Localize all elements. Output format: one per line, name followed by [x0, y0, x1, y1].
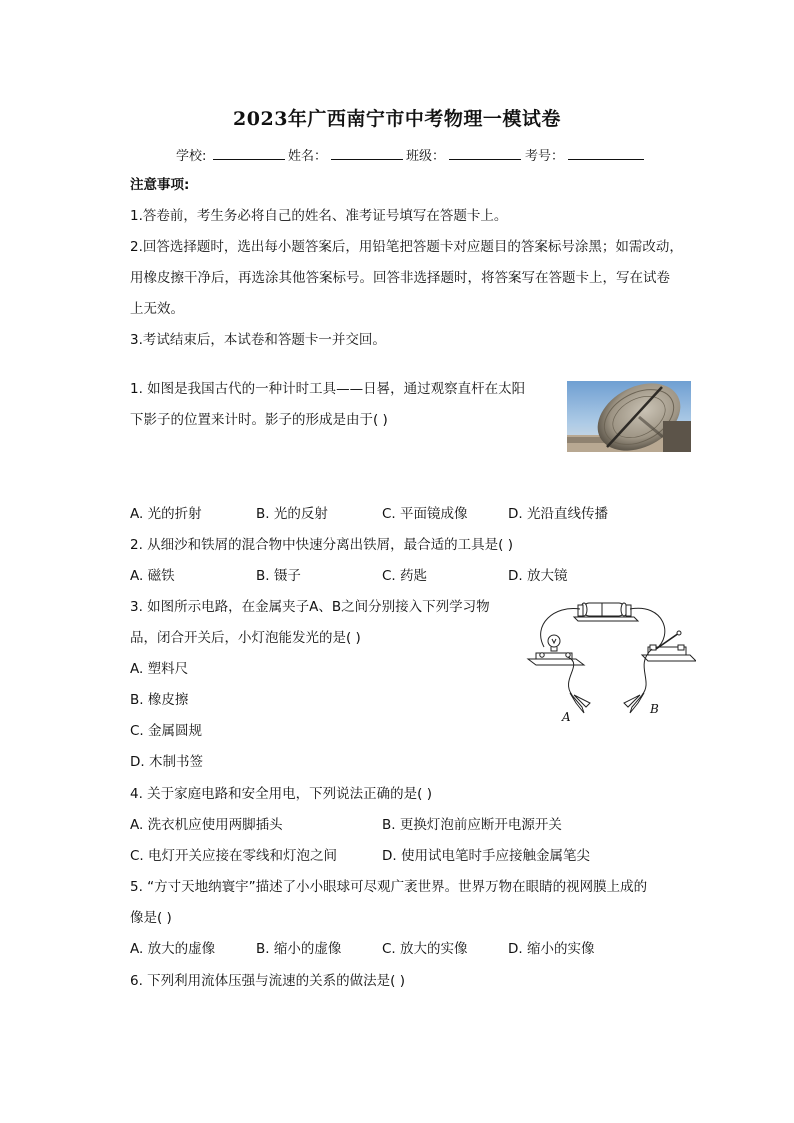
page-title: 2023年广西南宁市中考物理一模试卷 [233, 108, 561, 130]
question-1-option-b[interactable]: B. 光的反射 [256, 506, 328, 522]
name-blank[interactable] [331, 145, 403, 160]
circuit-diagram [524, 595, 696, 725]
school-blank[interactable] [213, 145, 285, 160]
exam-number-blank[interactable] [568, 145, 644, 160]
question-2-option-a[interactable]: A. 磁铁 [130, 568, 175, 584]
question-2-option-b[interactable]: B. 镊子 [256, 568, 301, 584]
question-5-stem: 5. “方寸天地纳寰宇”描述了小小眼球可尽观广袤世界。世界万物在眼睛的视网膜上成的 [130, 879, 648, 895]
question-2-option-c[interactable]: C. 药匙 [382, 568, 428, 584]
question-1-stem: 下影子的位置来计时。影子的形成是由于( ) [130, 412, 388, 428]
question-4-option-d[interactable]: D. 使用试电笔时手应接触金属笔尖 [382, 848, 590, 864]
name-label: 姓名： [288, 149, 328, 164]
question-4-option-a[interactable]: A. 洗衣机应使用两脚插头 [130, 817, 283, 833]
question-5-option-d[interactable]: D. 缩小的实像 [508, 941, 595, 957]
notice-item: 1.答卷前，考生务必将自己的姓名、准考证号填写在答题卡上。 [130, 208, 508, 224]
question-2-option-d[interactable]: D. 放大镜 [508, 568, 568, 584]
clip-b-label: B [650, 702, 659, 716]
question-3-option-b[interactable]: B. 橡皮擦 [130, 692, 189, 708]
question-1-option-a[interactable]: A. 光的折射 [130, 506, 202, 522]
clip-a-label: A [562, 710, 571, 724]
notice-item: 上无效。 [130, 301, 184, 317]
question-5-option-a[interactable]: A. 放大的虚像 [130, 941, 216, 957]
question-5-option-c[interactable]: C. 放大的实像 [382, 941, 468, 957]
question-5-stem: 像是( ) [130, 910, 172, 926]
question-3-option-d[interactable]: D. 木制书签 [130, 754, 203, 770]
question-1-option-d[interactable]: D. 光沿直线传播 [508, 506, 608, 522]
question-3-option-c[interactable]: C. 金属圆规 [130, 723, 203, 739]
exam-number-label: 考号： [525, 149, 565, 164]
class-label: 班级： [406, 149, 446, 164]
sundial-photo [567, 381, 691, 452]
question-4-stem: 4. 关于家庭电路和安全用电，下列说法正确的是( ) [130, 786, 432, 802]
question-6-stem: 6. 下列利用流体压强与流速的关系的做法是( ) [130, 973, 405, 989]
notice-item: 用橡皮擦干净后，再选涂其他答案标号。回答非选择题时，将答案写在答题卡上，写在试卷 [130, 270, 670, 286]
question-2-stem: 2. 从细沙和铁屑的混合物中快速分离出铁屑，最合适的工具是( ) [130, 537, 513, 553]
class-blank[interactable] [449, 145, 521, 160]
question-1-stem: 1. 如图是我国古代的一种计时工具——日晷，通过观察直杆在太阳 [130, 381, 526, 397]
notice-item: 2.回答选择题时，选出每小题答案后，用铅笔把答题卡对应题目的答案标号涂黑；如需改动， [130, 239, 683, 255]
question-3-stem: 品，闭合开关后，小灯泡能发光的是( ) [130, 630, 361, 646]
question-4-option-b[interactable]: B. 更换灯泡前应断开电源开关 [382, 817, 562, 833]
question-3-stem: 3. 如图所示电路，在金属夹子A、B之间分别接入下列学习物 [130, 599, 490, 615]
notice-heading: 注意事项: [130, 177, 190, 193]
question-3-option-a[interactable]: A. 塑料尺 [130, 661, 189, 677]
question-1-option-c[interactable]: C. 平面镜成像 [382, 506, 468, 522]
notice-item: 3.考试结束后，本试卷和答题卡一并交回。 [130, 332, 386, 348]
question-5-option-b[interactable]: B. 缩小的虚像 [256, 941, 342, 957]
school-label: 学校: [176, 149, 207, 164]
question-4-option-c[interactable]: C. 电灯开关应接在零线和灯泡之间 [130, 848, 338, 864]
